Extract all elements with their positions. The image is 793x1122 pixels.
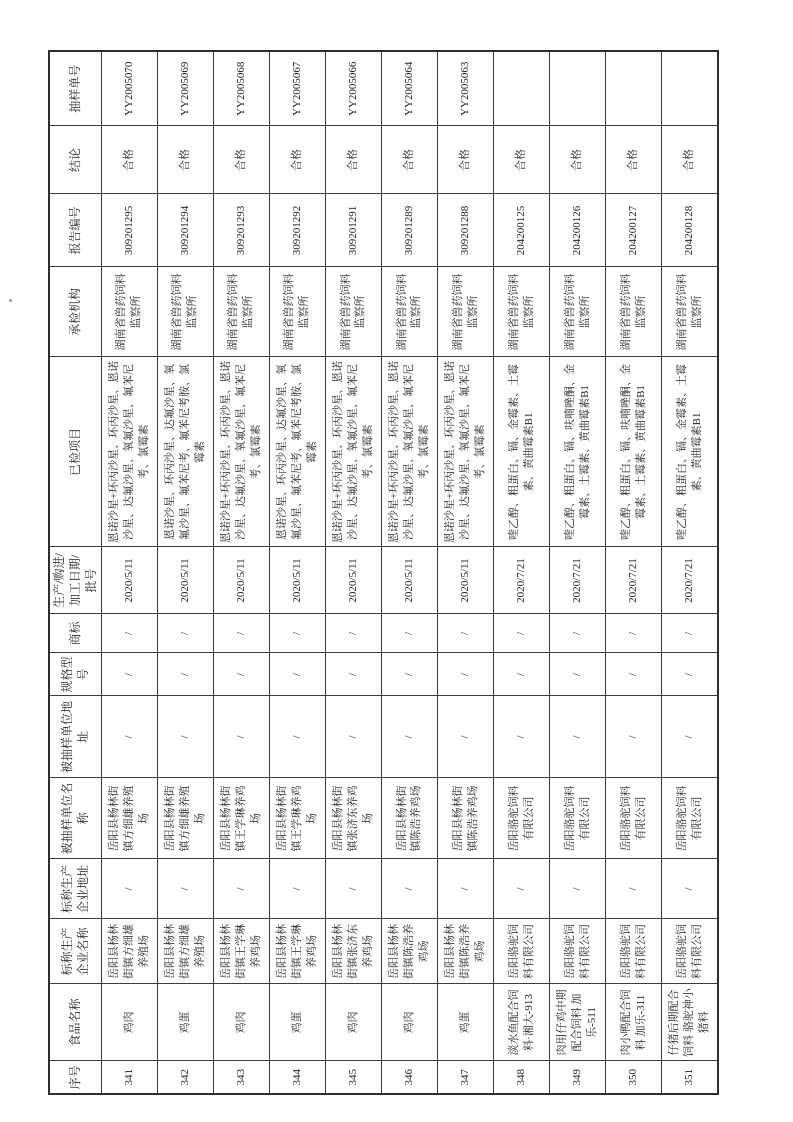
cell-brand: / bbox=[662, 614, 718, 653]
cell-food-name: 肉小鸭配合饲料 加乐-311 bbox=[606, 984, 662, 1061]
cell-conclusion: 合格 bbox=[325, 126, 381, 194]
cell-brand: / bbox=[325, 614, 381, 653]
cell-brand: / bbox=[381, 614, 437, 653]
header-cell-tested-items: 已检项目 bbox=[49, 357, 101, 547]
cell-sampled-unit-name: 岳阳骆驼饲料有限公司 bbox=[550, 778, 606, 859]
cell-tested-items: 恩诺沙星+环丙沙星、环丙沙星、恩诺沙星、达氟沙星、氧氟沙星、氟苯尼考、氯霉素 bbox=[101, 357, 157, 547]
cell-producer-address: / bbox=[438, 859, 494, 919]
header-cell-conclusion: 结论 bbox=[49, 126, 101, 194]
cell-production-date: 2020/7/21 bbox=[494, 547, 550, 614]
cell-report-no: 204200128 bbox=[662, 194, 718, 267]
cell-producer-name: 岳阳县杨林街镇王学琳养鸡场 bbox=[213, 919, 269, 984]
cell-conclusion: 合格 bbox=[213, 126, 269, 194]
cell-conclusion: 合格 bbox=[438, 126, 494, 194]
cell-report-no: 204200126 bbox=[550, 194, 606, 267]
cell-report-no: 204200127 bbox=[606, 194, 662, 267]
cell-testing-agency: 湖南省兽药饲料监察所 bbox=[550, 267, 606, 357]
cell-seq: 346 bbox=[381, 1061, 437, 1094]
cell-production-date: 2020/5/11 bbox=[438, 547, 494, 614]
cell-sampled-unit-name: 岳阳骆驼饲料有限公司 bbox=[662, 778, 718, 859]
cell-sampled-unit-name: 岳阳县杨林街镇方细雄养殖场 bbox=[101, 778, 157, 859]
header-cell-food-name: 食品名称 bbox=[49, 984, 101, 1061]
cell-producer-address: / bbox=[213, 859, 269, 919]
table-row bbox=[606, 51, 662, 1094]
cell-production-date: 2020/5/11 bbox=[157, 547, 213, 614]
table-row bbox=[438, 51, 494, 1094]
cell-producer-address: / bbox=[157, 859, 213, 919]
cell-tested-items: 恩诺沙星+环丙沙星、环丙沙星、恩诺沙星、达氟沙星、氧氟沙星、氟苯尼考、氯霉素 bbox=[438, 357, 494, 547]
cell-sampled-unit-name: 岳阳县杨林街镇陈浩养鸡场 bbox=[438, 778, 494, 859]
cell-producer-name: 岳阳县杨林街镇王学琳养鸡场 bbox=[269, 919, 325, 984]
header-cell-brand: 商标 bbox=[49, 614, 101, 653]
cell-sampled-unit-address: / bbox=[325, 696, 381, 778]
table-row bbox=[550, 51, 606, 1094]
cell-report-no: 204200125 bbox=[494, 194, 550, 267]
table-row bbox=[662, 51, 718, 1094]
cell-brand: / bbox=[606, 614, 662, 653]
cell-producer-name: 岳阳县杨林街镇陈浩养鸡场 bbox=[381, 919, 437, 984]
cell-spec-model: / bbox=[325, 653, 381, 696]
cell-sampled-unit-name: 岳阳县杨林街镇陈浩养鸡场 bbox=[381, 778, 437, 859]
cell-report-no: 309201289 bbox=[381, 194, 437, 267]
cell-sample-no bbox=[550, 51, 606, 126]
cell-producer-name: 岳阳县杨林街镇方细雄养殖场 bbox=[157, 919, 213, 984]
cell-producer-address: / bbox=[101, 859, 157, 919]
header-cell-sample-no: 抽样单号 bbox=[49, 51, 101, 126]
cell-seq: 344 bbox=[269, 1061, 325, 1094]
cell-producer-name: 岳阳骆驼饲料有限公司 bbox=[550, 919, 606, 984]
header-cell-spec-model: 规格型号 bbox=[49, 653, 101, 696]
cell-food-name: 肉用仔鸡中期配合饲料 加乐-511 bbox=[550, 984, 606, 1061]
table-row bbox=[381, 51, 437, 1094]
cell-sample-no: YY2005063 bbox=[438, 51, 494, 126]
cell-report-no: 309201288 bbox=[438, 194, 494, 267]
cell-food-name: 鸡蛋 bbox=[438, 984, 494, 1061]
cell-producer-address: / bbox=[550, 859, 606, 919]
cell-producer-address: / bbox=[662, 859, 718, 919]
cell-sample-no: YY2005070 bbox=[101, 51, 157, 126]
cell-seq: 341 bbox=[101, 1061, 157, 1094]
cell-sampled-unit-name: 岳阳县杨林街镇王学琳养鸡场 bbox=[269, 778, 325, 859]
cell-report-no: 309201292 bbox=[269, 194, 325, 267]
header-row bbox=[49, 51, 101, 1094]
cell-brand: / bbox=[213, 614, 269, 653]
cell-sampled-unit-address: / bbox=[269, 696, 325, 778]
cell-brand: / bbox=[550, 614, 606, 653]
cell-seq: 351 bbox=[662, 1061, 718, 1094]
cell-seq: 350 bbox=[606, 1061, 662, 1094]
cell-seq: 349 bbox=[550, 1061, 606, 1094]
cell-sample-no bbox=[494, 51, 550, 126]
cell-testing-agency: 湖南省兽药饲料监察所 bbox=[157, 267, 213, 357]
cell-production-date: 2020/5/11 bbox=[381, 547, 437, 614]
table-row bbox=[101, 51, 157, 1094]
cell-spec-model: / bbox=[550, 653, 606, 696]
cell-production-date: 2020/5/11 bbox=[325, 547, 381, 614]
cell-report-no: 309201293 bbox=[213, 194, 269, 267]
cell-testing-agency: 湖南省兽药饲料监察所 bbox=[269, 267, 325, 357]
cell-conclusion: 合格 bbox=[157, 126, 213, 194]
cell-testing-agency: 湖南省兽药饲料监察所 bbox=[494, 267, 550, 357]
cell-conclusion: 合格 bbox=[494, 126, 550, 194]
header-cell-producer-name: 标称生产企业名称 bbox=[49, 919, 101, 984]
results-table bbox=[48, 50, 719, 1095]
cell-spec-model: / bbox=[438, 653, 494, 696]
table-row bbox=[269, 51, 325, 1094]
cell-producer-address: / bbox=[494, 859, 550, 919]
header-cell-seq: 序号 bbox=[49, 1061, 101, 1094]
cell-conclusion: 合格 bbox=[606, 126, 662, 194]
cell-brand: / bbox=[157, 614, 213, 653]
cell-testing-agency: 湖南省兽药饲料监察所 bbox=[381, 267, 437, 357]
cell-food-name: 仔猪后期配合饲料 骆驼神小猪料 bbox=[662, 984, 718, 1061]
cell-tested-items: 恩诺沙星、环丙沙星、达氟沙星、氧氟沙星、氟苯尼考、氟苯尼考胺、氯霉素 bbox=[269, 357, 325, 547]
cell-seq: 343 bbox=[213, 1061, 269, 1094]
cell-producer-address: / bbox=[606, 859, 662, 919]
cell-tested-items: 喹乙醇、粗蛋白、镉、金霉素、土霉素、黄曲霉素B1 bbox=[662, 357, 718, 547]
cell-sampled-unit-address: / bbox=[213, 696, 269, 778]
cell-sampled-unit-address: / bbox=[381, 696, 437, 778]
cell-spec-model: / bbox=[101, 653, 157, 696]
cell-tested-items: 喹乙醇、粗蛋白、镉、呋喃唑酮、金霉素、土霉素、黄曲霉素B1 bbox=[550, 357, 606, 547]
cell-producer-address: / bbox=[325, 859, 381, 919]
cell-conclusion: 合格 bbox=[101, 126, 157, 194]
cell-sampled-unit-address: / bbox=[157, 696, 213, 778]
cell-brand: / bbox=[101, 614, 157, 653]
cell-food-name: 鸡肉 bbox=[213, 984, 269, 1061]
cell-conclusion: 合格 bbox=[381, 126, 437, 194]
cell-producer-name: 岳阳骆驼饲料有限公司 bbox=[606, 919, 662, 984]
cell-production-date: 2020/5/11 bbox=[101, 547, 157, 614]
cell-conclusion: 合格 bbox=[550, 126, 606, 194]
cell-sampled-unit-name: 岳阳县杨林街镇张济东养鸡场 bbox=[325, 778, 381, 859]
cell-spec-model: / bbox=[269, 653, 325, 696]
cell-producer-name: 岳阳县杨林街镇陈浩养鸡场 bbox=[438, 919, 494, 984]
cell-sampled-unit-name: 岳阳骆驼饲料有限公司 bbox=[606, 778, 662, 859]
cell-production-date: 2020/5/11 bbox=[213, 547, 269, 614]
cell-conclusion: 合格 bbox=[662, 126, 718, 194]
cell-food-name: 鸡肉 bbox=[101, 984, 157, 1061]
cell-food-name: 鸡蛋 bbox=[157, 984, 213, 1061]
header-cell-producer-address: 标称生产企业地址 bbox=[49, 859, 101, 919]
cell-food-name: 鸡肉 bbox=[381, 984, 437, 1061]
header-cell-report-no: 报告编号 bbox=[49, 194, 101, 267]
cell-testing-agency: 湖南省兽药饲料监察所 bbox=[438, 267, 494, 357]
cell-producer-address: / bbox=[381, 859, 437, 919]
cell-seq: 348 bbox=[494, 1061, 550, 1094]
cell-spec-model: / bbox=[381, 653, 437, 696]
cell-sampled-unit-address: / bbox=[662, 696, 718, 778]
cell-sample-no bbox=[662, 51, 718, 126]
results-tbody bbox=[101, 51, 718, 1094]
cell-spec-model: / bbox=[213, 653, 269, 696]
cell-tested-items: 恩诺沙星+环丙沙星、环丙沙星、恩诺沙星、达氟沙星、氧氟沙星、氟苯尼考、氯霉素 bbox=[381, 357, 437, 547]
cell-testing-agency: 湖南省兽药饲料监察所 bbox=[606, 267, 662, 357]
table-row bbox=[213, 51, 269, 1094]
scan-speck bbox=[9, 299, 12, 302]
cell-seq: 347 bbox=[438, 1061, 494, 1094]
cell-sampled-unit-name: 岳阳县杨林街镇王学琳养鸡场 bbox=[213, 778, 269, 859]
cell-sampled-unit-address: / bbox=[101, 696, 157, 778]
cell-report-no: 309201295 bbox=[101, 194, 157, 267]
cell-spec-model: / bbox=[662, 653, 718, 696]
cell-brand: / bbox=[494, 614, 550, 653]
cell-producer-address: / bbox=[269, 859, 325, 919]
cell-spec-model: / bbox=[157, 653, 213, 696]
cell-tested-items: 恩诺沙星+环丙沙星、环丙沙星、恩诺沙星、达氟沙星、氧氟沙星、氟苯尼考、氯霉素 bbox=[213, 357, 269, 547]
cell-producer-name: 岳阳县杨林街镇张济东养鸡场 bbox=[325, 919, 381, 984]
landscape-table-container bbox=[48, 52, 719, 1095]
header-cell-sampled-unit-name: 被抽样单位名称 bbox=[49, 778, 101, 859]
cell-spec-model: / bbox=[494, 653, 550, 696]
header-cell-testing-agency: 承检机构 bbox=[49, 267, 101, 357]
cell-production-date: 2020/7/21 bbox=[662, 547, 718, 614]
cell-testing-agency: 湖南省兽药饲料监察所 bbox=[101, 267, 157, 357]
cell-sample-no: YY2005069 bbox=[157, 51, 213, 126]
cell-sample-no: YY2005068 bbox=[213, 51, 269, 126]
cell-tested-items: 喹乙醇、粗蛋白、镉、呋喃唑酮、金霉素、土霉素、黄曲霉素B1 bbox=[606, 357, 662, 547]
cell-seq: 345 bbox=[325, 1061, 381, 1094]
cell-tested-items: 恩诺沙星、环丙沙星、达氟沙星、氧氟沙星、氟苯尼考、氟苯尼考胺、氯霉素 bbox=[157, 357, 213, 547]
cell-testing-agency: 湖南省兽药饲料监察所 bbox=[213, 267, 269, 357]
cell-testing-agency: 湖南省兽药饲料监察所 bbox=[662, 267, 718, 357]
table-row bbox=[325, 51, 381, 1094]
cell-sampled-unit-address: / bbox=[606, 696, 662, 778]
cell-seq: 342 bbox=[157, 1061, 213, 1094]
cell-sampled-unit-address: / bbox=[550, 696, 606, 778]
table-row bbox=[494, 51, 550, 1094]
cell-food-name: 淡水鱼配合饲料·湘大-913 bbox=[494, 984, 550, 1061]
cell-conclusion: 合格 bbox=[269, 126, 325, 194]
cell-sample-no bbox=[606, 51, 662, 126]
cell-food-name: 鸡蛋 bbox=[269, 984, 325, 1061]
cell-sampled-unit-address: / bbox=[438, 696, 494, 778]
cell-sampled-unit-address: / bbox=[494, 696, 550, 778]
table-row bbox=[157, 51, 213, 1094]
cell-producer-name: 岳阳县杨林街镇方细雄养殖场 bbox=[101, 919, 157, 984]
cell-producer-name: 岳阳骆驼饲料有限公司 bbox=[662, 919, 718, 984]
cell-tested-items: 恩诺沙星+环丙沙星、环丙沙星、恩诺沙星、达氟沙星、氧氟沙星、氟苯尼考、氯霉素 bbox=[325, 357, 381, 547]
cell-brand: / bbox=[438, 614, 494, 653]
cell-sample-no: YY2005066 bbox=[325, 51, 381, 126]
header-cell-production-date: 生产/购进/加工日期/批号 bbox=[49, 547, 101, 614]
cell-producer-name: 岳阳骆驼饲料有限公司 bbox=[494, 919, 550, 984]
cell-sampled-unit-name: 岳阳县杨林街镇方细雄养殖场 bbox=[157, 778, 213, 859]
cell-sample-no: YY2005067 bbox=[269, 51, 325, 126]
cell-production-date: 2020/7/21 bbox=[550, 547, 606, 614]
cell-food-name: 鸡肉 bbox=[325, 984, 381, 1061]
rotated-table-area bbox=[48, 52, 719, 1095]
cell-brand: / bbox=[269, 614, 325, 653]
cell-sample-no: YY2005064 bbox=[381, 51, 437, 126]
cell-production-date: 2020/5/11 bbox=[269, 547, 325, 614]
cell-production-date: 2020/7/21 bbox=[606, 547, 662, 614]
cell-testing-agency: 湖南省兽药饲料监察所 bbox=[325, 267, 381, 357]
cell-report-no: 309201291 bbox=[325, 194, 381, 267]
cell-report-no: 309201294 bbox=[157, 194, 213, 267]
cell-tested-items: 喹乙醇、粗蛋白、镉、金霉素、土霉素、黄曲霉素B1 bbox=[494, 357, 550, 547]
cell-spec-model: / bbox=[606, 653, 662, 696]
cell-sampled-unit-name: 岳阳骆驼饲料有限公司 bbox=[494, 778, 550, 859]
header-cell-sampled-unit-address: 被抽样单位地址 bbox=[49, 696, 101, 778]
